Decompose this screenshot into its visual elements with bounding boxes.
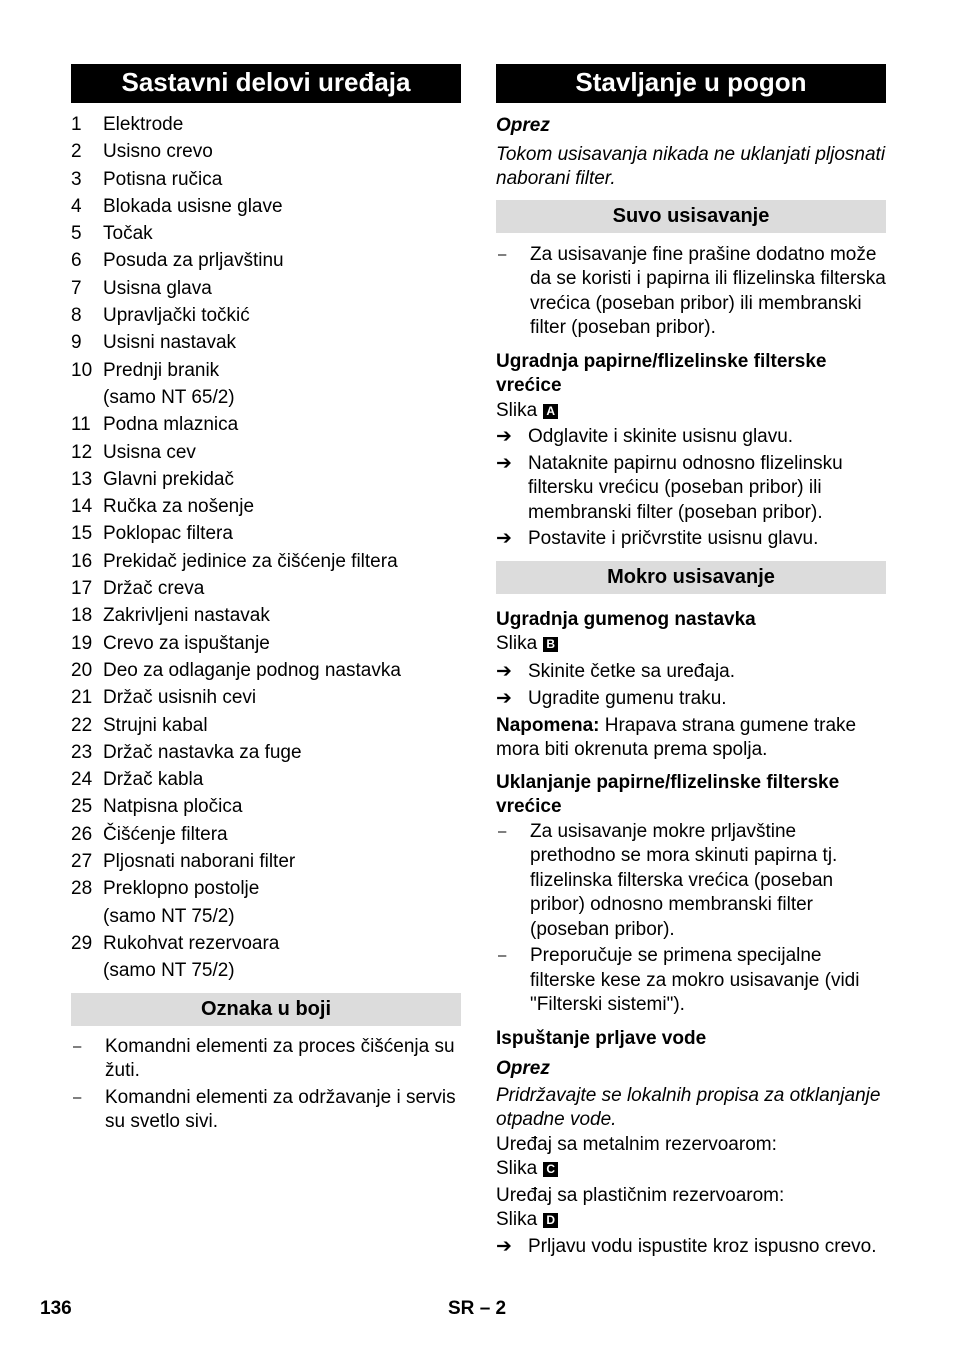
part-label: Držač kabla: [103, 769, 204, 791]
part-number: 25: [71, 796, 93, 818]
arrow-right-icon: ➔: [496, 1235, 512, 1257]
list-item: – Za usisavanje mokre prljavštine prethodno se mora skinuti papirna tj. flizelinska filterska vrećica (poseban pribor) odnosno membranski filter (poseban pribor).: [496, 820, 886, 943]
part-list-item: [71, 548, 461, 575]
part-number: 21: [71, 687, 93, 709]
section-title-components: Sastavni delovi uređaja: [71, 64, 461, 103]
dash-bullet: –: [498, 822, 507, 840]
part-number: [71, 957, 103, 984]
right-column: [496, 64, 886, 1259]
part-list-item: [71, 329, 461, 356]
arrow-right-icon: ➔: [496, 688, 512, 709]
part-number: 17: [71, 578, 93, 600]
part-label: Usisni nastavak: [103, 332, 237, 354]
part-label: Usisna cev: [103, 441, 196, 463]
part-list-item: [71, 466, 461, 493]
part-number: 27: [71, 851, 93, 873]
part-list-item-continuation: [71, 957, 461, 984]
step-item: ➔ Prljavu vodu ispustite kroz ispusno crevo.: [496, 1235, 886, 1260]
section-title-dry-vacuuming: Suvo usisavanje: [496, 200, 886, 233]
caution-label: Oprez: [496, 115, 550, 136]
part-label: Prednji branik: [103, 359, 220, 381]
part-number: 5: [71, 223, 82, 245]
part-number: 29: [71, 932, 93, 954]
note-label: Napomena:: [496, 714, 600, 736]
figure-letter-badge: D: [543, 1213, 558, 1228]
step-item: ➔ Postavite i pričvrstite usisnu glavu.: [496, 527, 886, 552]
part-list-item-continuation: [71, 903, 461, 930]
part-number: [71, 384, 103, 411]
subheading-install-filter-bag: Ugradnja papirne/flizelinske filterske vrećice: [496, 350, 827, 396]
part-label: Natpisna pločica: [103, 796, 243, 818]
dash-bullet: –: [498, 245, 507, 263]
part-label: Podna mlaznica: [103, 414, 239, 436]
part-number: 28: [71, 878, 93, 900]
part-list-item: [71, 602, 461, 629]
part-number: 2: [71, 141, 82, 163]
part-list-item: [71, 575, 461, 602]
part-list-item: [71, 739, 461, 766]
part-list-item: [71, 520, 461, 547]
part-label: Strujni kabal: [103, 714, 208, 736]
subheading-drain-dirty-water: Ispuštanje prljave vode: [496, 1027, 707, 1049]
part-list-item: [71, 793, 461, 820]
part-list-item: [71, 111, 461, 138]
step-item: ➔ Odglavite i skinite usisnu glavu.: [496, 425, 886, 450]
arrow-right-icon: ➔: [496, 660, 512, 682]
part-label: Ručka za nošenje: [103, 496, 255, 518]
subheading-remove-filter-bag: Uklanjanje papirne/flizelinske filterske vrećice: [496, 771, 840, 817]
figure-reference: Slika D: [496, 1208, 886, 1233]
part-label: Držač usisnih cevi: [103, 687, 257, 709]
part-number: 3: [71, 168, 82, 190]
part-label: Poklopac filtera: [103, 523, 233, 545]
caution-text: Tokom usisavanja nikada ne uklanjati pljosnati naborani filter.: [496, 143, 886, 189]
part-number: 8: [71, 305, 82, 327]
part-number: 23: [71, 741, 93, 763]
part-label: Upravljački točkić: [103, 305, 250, 327]
part-number: 12: [71, 441, 93, 463]
figure-reference: Slika A: [496, 399, 886, 424]
part-list-item: [71, 411, 461, 438]
part-list-item: [71, 712, 461, 739]
part-label: Deo za odlaganje podnog nastavka: [103, 659, 401, 681]
dash-bullet: –: [498, 947, 507, 964]
part-number: 9: [71, 332, 82, 354]
part-list-item: [71, 657, 461, 684]
left-column: [71, 64, 461, 1135]
part-number: 13: [71, 468, 93, 490]
step-item: ➔ Skinite četke sa uređaja.: [496, 660, 886, 685]
part-list-item: [71, 848, 461, 875]
metal-tank-label: Uređaj sa metalnim rezervoarom:: [496, 1133, 777, 1155]
part-list-item: [71, 493, 461, 520]
part-label: Rukohvat rezervoara: [103, 932, 280, 954]
part-label: Zakrivljeni nastavak: [103, 605, 270, 627]
part-list-item: [71, 247, 461, 274]
subheading-install-rubber-lip: Ugradnja gumenog nastavka: [496, 608, 756, 630]
part-label: Držač creva: [103, 578, 205, 600]
part-label: Potisna ručica: [103, 168, 223, 190]
section-title-color-code: Oznaka u boji: [71, 993, 461, 1026]
part-number: 7: [71, 277, 82, 299]
part-label: Blokada usisne glave: [103, 195, 283, 217]
part-number: 1: [71, 114, 82, 135]
part-number: 18: [71, 605, 93, 627]
list-item: – Preporučuje se primena specijalne filterske kese za mokro usisavanje (vidi "Filterski sistemi").: [496, 944, 886, 1018]
caution-label: Oprez: [496, 1058, 550, 1079]
figure-letter-badge: A: [543, 404, 558, 419]
part-number: 14: [71, 496, 93, 518]
section-title-wet-vacuuming: Mokro usisavanje: [496, 561, 886, 594]
part-label: Posuda za prljavštinu: [103, 250, 284, 272]
part-label: Elektrode: [103, 114, 184, 135]
part-list-item: [71, 275, 461, 302]
part-list-item: [71, 821, 461, 848]
arrow-right-icon: ➔: [496, 426, 512, 447]
part-number: 24: [71, 769, 93, 791]
part-label: Usisna glava: [103, 277, 212, 299]
figure-reference: Slika B: [496, 632, 886, 657]
figure-reference: Slika C: [496, 1157, 886, 1182]
dash-bullet: –: [73, 1088, 82, 1106]
part-label: Držač nastavka za fuge: [103, 741, 302, 763]
part-label: Crevo za ispuštanje: [103, 632, 270, 654]
part-list-item: [71, 138, 461, 165]
list-item: – Komandni elementi za proces čišćenja su žuti.: [71, 1035, 461, 1084]
part-label: Prekidač jedinice za čišćenje filtera: [103, 550, 398, 572]
note-paragraph: Napomena: Hrapava strana gumene trake mora biti okrenuta prema spolja.: [496, 714, 857, 760]
part-list-item: [71, 439, 461, 466]
plastic-tank-label: Uređaj sa plastičnim rezervoarom:: [496, 1184, 785, 1206]
part-number: 19: [71, 632, 93, 654]
section-title-commissioning: Stavljanje u pogon: [496, 64, 886, 103]
list-item: – Komandni elementi za održavanje i servis su svetlo sivi.: [71, 1086, 461, 1135]
part-label: (samo NT 75/2): [103, 960, 235, 982]
arrow-right-icon: ➔: [496, 452, 512, 474]
part-number: 15: [71, 523, 93, 545]
arrow-right-icon: ➔: [496, 528, 512, 549]
part-number: 26: [71, 823, 93, 845]
part-number: 16: [71, 550, 93, 572]
part-number: 20: [71, 659, 93, 681]
part-list-item: [71, 930, 461, 957]
figure-letter-badge: B: [543, 637, 558, 652]
part-label: Glavni prekidač: [103, 468, 234, 490]
part-list-item: [71, 166, 461, 193]
part-number: 11: [71, 414, 91, 436]
part-label: (samo NT 75/2): [103, 905, 235, 927]
part-number: [71, 903, 103, 930]
page-number: 136: [40, 1298, 72, 1319]
part-number: 22: [71, 714, 93, 736]
part-list-item: [71, 875, 461, 902]
dash-bullet: –: [73, 1037, 82, 1055]
part-list-item: [71, 220, 461, 247]
part-label: Pljosnati naborani filter: [103, 851, 296, 873]
step-item: ➔ Ugradite gumenu traku.: [496, 687, 886, 712]
part-list-item: [71, 357, 461, 384]
part-list-item: [71, 193, 461, 220]
part-list-item-continuation: [71, 384, 461, 411]
figure-letter-badge: C: [543, 1162, 558, 1177]
caution-text: Pridržavajte se lokalnih propisa za otklanjanje otpadne vode.: [496, 1084, 881, 1130]
part-list-item: [71, 684, 461, 711]
footer-section-label: SR – 2: [448, 1298, 507, 1319]
part-list-item: [71, 630, 461, 657]
part-label: Čišćenje filtera: [103, 823, 228, 845]
part-number: 6: [71, 250, 82, 272]
part-label: Točak: [103, 223, 153, 245]
part-list-item: [71, 302, 461, 329]
parts-list: [71, 111, 461, 985]
part-number: 4: [71, 195, 82, 217]
step-item: ➔ Nataknite papirnu odnosno flizelinsku filtersku vrećicu (poseban pribor) ili membranski filter (poseban pribor).: [496, 452, 886, 526]
part-label: (samo NT 65/2): [103, 386, 235, 408]
part-label: Preklopno postolje: [103, 878, 260, 900]
list-item: – Za usisavanje fine prašine dodatno može da se koristi i papirna ili flizelinska filterska vrećica (poseban pribor) ili membranski filter (poseban pribor).: [496, 243, 886, 341]
part-list-item: [71, 766, 461, 793]
part-label: Usisno crevo: [103, 141, 213, 163]
part-number: 10: [71, 359, 93, 381]
